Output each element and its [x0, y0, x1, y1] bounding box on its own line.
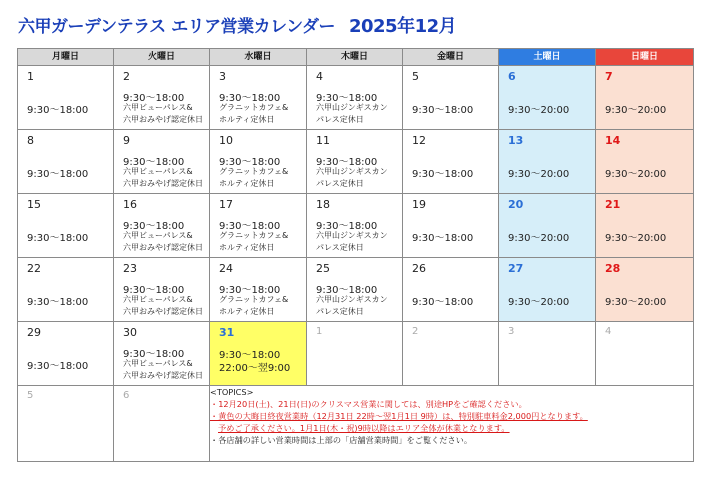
- day-hours: 9:30～20:00: [508, 233, 570, 244]
- day-hours: 9:30～18:00: [412, 105, 474, 116]
- title-year-month: 2025年12月: [348, 16, 457, 37]
- day-hours: 9:30～18:00: [27, 105, 89, 116]
- header-sunday: 日曜日: [596, 49, 694, 66]
- day-cell: [307, 258, 403, 322]
- day-cell-sunday: [596, 66, 694, 130]
- closure-note: グラニットカフェ& ホルティ定休日: [219, 103, 289, 124]
- day-cell: [114, 66, 210, 130]
- day-hours: 9:30～18:00: [412, 169, 474, 180]
- day-cell: [114, 130, 210, 194]
- day-cell: [18, 322, 114, 386]
- week-row: [18, 386, 694, 462]
- day-number: 23: [123, 262, 137, 275]
- day-cell: [403, 258, 499, 322]
- day-hours: 9:30～18:00: [27, 233, 89, 244]
- day-cell-next-month: [403, 322, 499, 386]
- header-tuesday: 火曜日: [114, 49, 210, 66]
- day-hours: 9:30～18:00: [123, 285, 185, 296]
- day-cell-saturday: [499, 194, 596, 258]
- day-cell: [114, 194, 210, 258]
- day-hours: 9:30～18:00: [27, 169, 89, 180]
- closure-note: 六甲山ジンギスカン パレス定休日: [316, 295, 388, 316]
- day-number: 31: [219, 326, 235, 339]
- day-number: 4: [316, 70, 323, 83]
- day-number: 4: [605, 326, 612, 337]
- day-number: 16: [123, 198, 137, 211]
- day-cell-saturday: [499, 130, 596, 194]
- day-hours: 9:30～20:00: [605, 169, 667, 180]
- day-number: 29: [27, 326, 41, 339]
- page-title: [18, 12, 456, 36]
- day-cell: [210, 130, 307, 194]
- closure-note: 六甲山ジンギスカン パレス定休日: [316, 103, 388, 124]
- day-cell: [18, 258, 114, 322]
- day-hours: 9:30～18:00: [219, 93, 281, 104]
- day-hours: 9:30～18:00: [219, 221, 281, 232]
- day-number: 1: [316, 326, 323, 337]
- day-cell-saturday: [499, 258, 596, 322]
- day-cell: [403, 194, 499, 258]
- day-hours: 9:30～18:00: [123, 349, 185, 360]
- day-number: 26: [412, 262, 426, 275]
- topics-line-parking: ・黄色の大晦日終夜営業時（12月31日 22時～翌1月1日 9時）は、特別駐車料金2,000円となります。: [210, 411, 588, 421]
- day-number: 14: [605, 134, 621, 147]
- day-cell: [307, 130, 403, 194]
- day-number: 6: [508, 70, 516, 83]
- day-cell-new-years-eve: [210, 322, 307, 386]
- day-cell-next-month: [499, 322, 596, 386]
- day-cell: [18, 130, 114, 194]
- day-hours: 9:30～18:00: [316, 221, 378, 232]
- day-cell-next-month: [114, 386, 210, 462]
- day-number: 11: [316, 134, 330, 147]
- day-hours: 9:30～20:00: [605, 105, 667, 116]
- closure-note: 六甲ビューパレス& 六甲おみやげ認定休日: [123, 231, 203, 252]
- day-hours: 9:30～18:00: [123, 221, 185, 232]
- day-hours: 9:30～18:00: [219, 157, 281, 168]
- day-hours: 9:30～20:00: [508, 105, 570, 116]
- day-hours: 9:30～18:00: [27, 361, 89, 372]
- day-number: 27: [508, 262, 524, 275]
- day-cell: [114, 322, 210, 386]
- day-number: 21: [605, 198, 621, 211]
- topics-heading: <TOPICS>: [210, 387, 254, 397]
- topics-line-shop-hours: ・各店舗の詳しい営業時間は上部の「店舗営業時間」をご覧ください。: [210, 435, 473, 445]
- header-thursday: 木曜日: [307, 49, 403, 66]
- day-cell: [114, 258, 210, 322]
- day-number: 5: [27, 390, 34, 401]
- week-row: [18, 322, 694, 386]
- day-number: 15: [27, 198, 41, 211]
- topics-line-closure: 予めご了承ください。1月1日(木・祝)9時以降はエリア全体が休業となります。: [218, 423, 510, 433]
- closure-note: 六甲ビューパレス& 六甲おみやげ認定休日: [123, 359, 203, 380]
- weekday-header-row: [18, 49, 694, 66]
- day-number: 1: [27, 70, 34, 83]
- day-number: 20: [508, 198, 524, 211]
- day-number: 18: [316, 198, 330, 211]
- day-hours: 9:30～18:00: [123, 157, 185, 168]
- day-cell: [210, 194, 307, 258]
- day-number: 28: [605, 262, 621, 275]
- day-cell: [210, 66, 307, 130]
- day-number: 2: [123, 70, 130, 83]
- day-number: 30: [123, 326, 137, 339]
- day-hours: 9:30～18:00: [412, 233, 474, 244]
- day-number: 25: [316, 262, 330, 275]
- day-hours: 9:30～18:00: [412, 297, 474, 308]
- day-hours: 9:30～18:00: [27, 297, 89, 308]
- day-number: 9: [123, 134, 130, 147]
- day-number: 8: [27, 134, 34, 147]
- closure-note: 六甲山ジンギスカン パレス定休日: [316, 231, 388, 252]
- day-number: 19: [412, 198, 426, 211]
- day-hours: 9:30～20:00: [605, 233, 667, 244]
- topics-box: [210, 386, 694, 462]
- day-cell-next-month: [307, 322, 403, 386]
- title-text: 六甲ガーデンテラス エリア営業カレンダー: [18, 17, 335, 37]
- day-number: 2: [412, 326, 419, 337]
- day-cell: [307, 194, 403, 258]
- day-cell: [18, 194, 114, 258]
- header-monday: 月曜日: [18, 49, 114, 66]
- day-hours: 9:30～18:00: [316, 157, 378, 168]
- day-cell-saturday: [499, 66, 596, 130]
- day-hours: 9:30～18:00: [316, 93, 378, 104]
- closure-note: 六甲ビューパレス& 六甲おみやげ認定休日: [123, 295, 203, 316]
- topics-line-christmas: ・12月20日(土)、21日(日)のクリスマス営業に関しては、別途HPをご確認ください。: [210, 399, 527, 409]
- header-wednesday: 水曜日: [210, 49, 307, 66]
- day-cell-next-month: [18, 386, 114, 462]
- day-cell: [210, 258, 307, 322]
- closure-note: 六甲ビューパレス& 六甲おみやげ認定休日: [123, 167, 203, 188]
- week-row: [18, 130, 694, 194]
- header-friday: 金曜日: [403, 49, 499, 66]
- closure-note: 六甲ビューパレス& 六甲おみやげ認定休日: [123, 103, 203, 124]
- week-row: [18, 258, 694, 322]
- day-number: 3: [508, 326, 515, 337]
- day-number: 10: [219, 134, 233, 147]
- day-cell-next-month: [596, 322, 694, 386]
- closure-note: グラニットカフェ& ホルティ定休日: [219, 167, 289, 188]
- day-cell-sunday: [596, 258, 694, 322]
- day-number: 7: [605, 70, 613, 83]
- day-cell-sunday: [596, 194, 694, 258]
- day-cell: [403, 66, 499, 130]
- day-number: 17: [219, 198, 233, 211]
- week-row: [18, 194, 694, 258]
- closure-note: グラニットカフェ& ホルティ定休日: [219, 231, 289, 252]
- day-hours: 9:30～18:00: [316, 285, 378, 296]
- calendar-table: [17, 48, 694, 462]
- day-hours: 9:30～18:00: [219, 285, 281, 296]
- day-hours: 9:30～20:00: [508, 297, 570, 308]
- day-cell-sunday: [596, 130, 694, 194]
- day-number: 12: [412, 134, 426, 147]
- day-number: 3: [219, 70, 226, 83]
- day-number: 13: [508, 134, 524, 147]
- day-cell: [403, 130, 499, 194]
- special-hours: 9:30～18:00 22:00～翌9:00: [219, 350, 291, 374]
- day-cell: [18, 66, 114, 130]
- day-number: 24: [219, 262, 233, 275]
- closure-note: 六甲山ジンギスカン パレス定休日: [316, 167, 388, 188]
- day-hours: 9:30～18:00: [123, 93, 185, 104]
- day-number: 22: [27, 262, 41, 275]
- day-hours: 9:30～20:00: [605, 297, 667, 308]
- day-number: 6: [123, 390, 130, 401]
- day-hours: 9:30～20:00: [508, 169, 570, 180]
- header-saturday: 土曜日: [499, 49, 596, 66]
- closure-note: グラニットカフェ& ホルティ定休日: [219, 295, 289, 316]
- day-cell: [307, 66, 403, 130]
- day-number: 5: [412, 70, 419, 83]
- week-row: [18, 66, 694, 130]
